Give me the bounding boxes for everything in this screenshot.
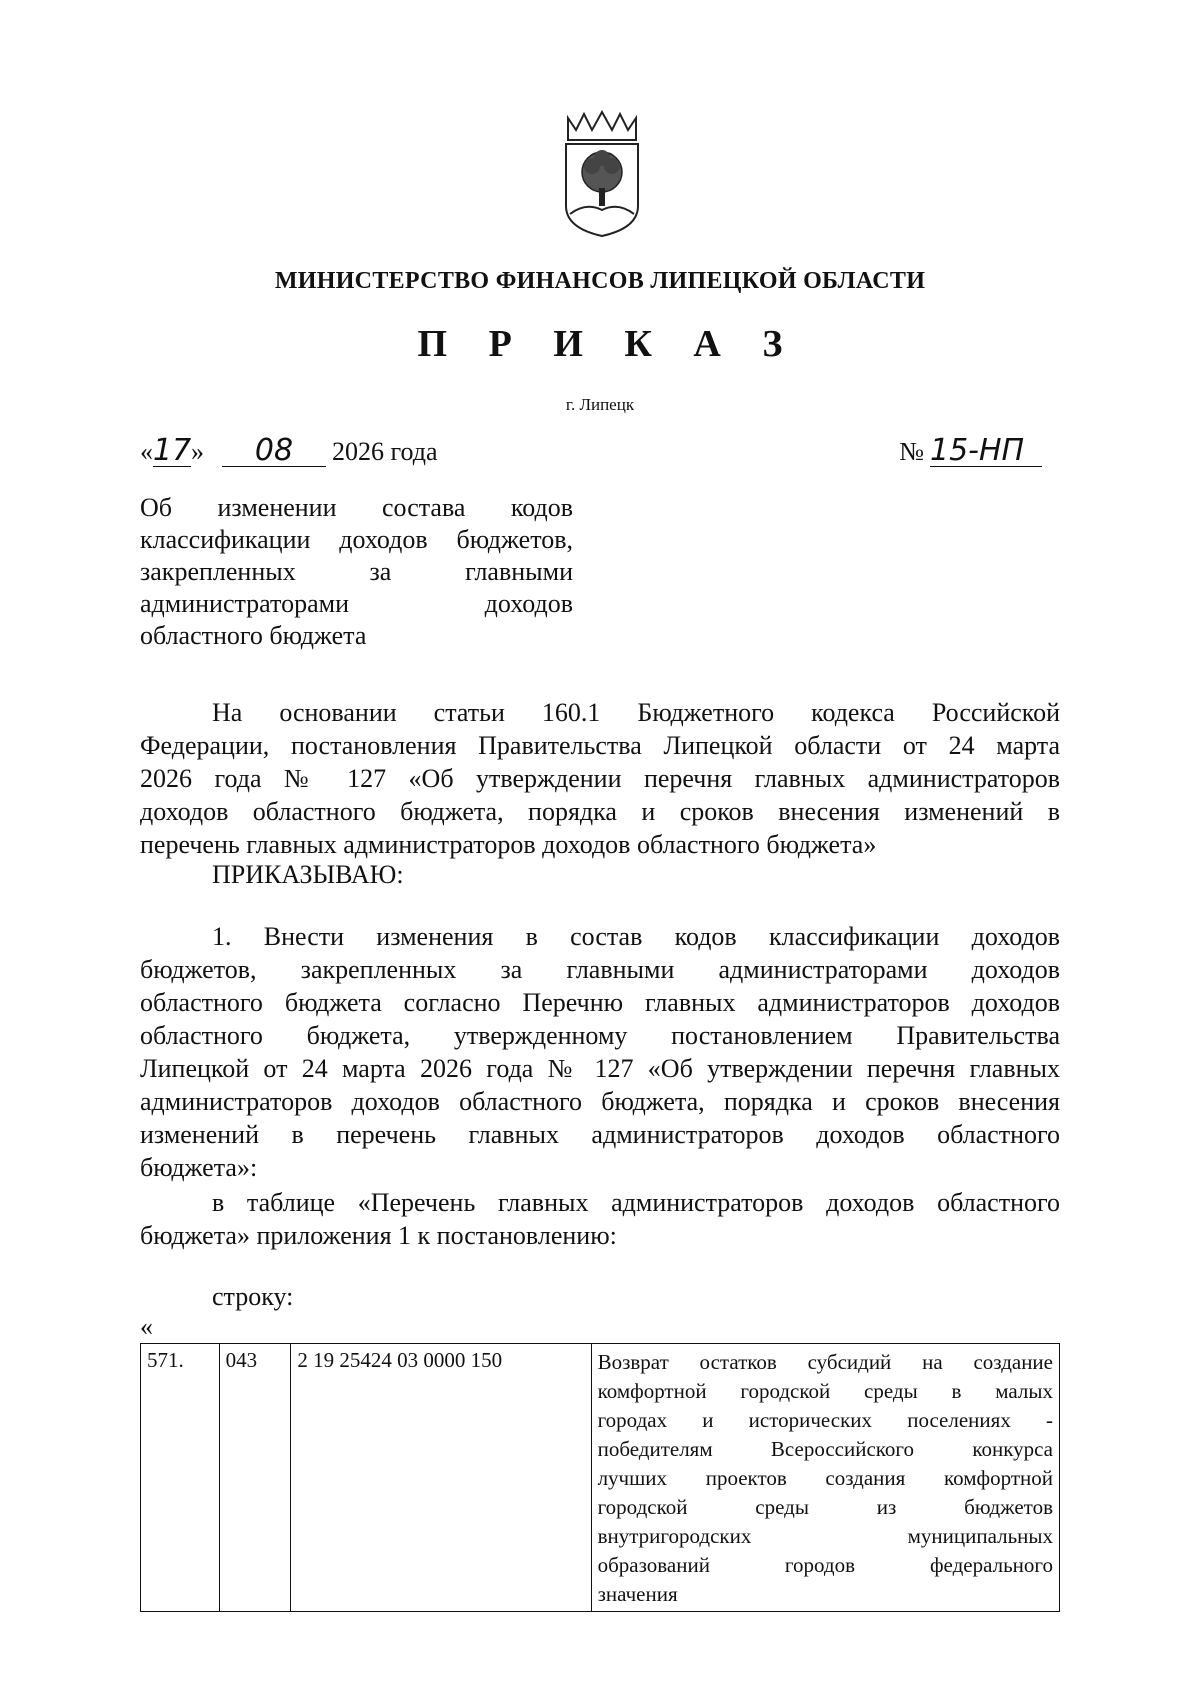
order-word: ПРИКАЗЫВАЮ: [212, 860, 404, 889]
date-close-quote: » [191, 437, 204, 466]
city-line: г. Липецк [565, 395, 635, 414]
description-line: лучших проектов создания комфортной [597, 1466, 1053, 1490]
table-reference-paragraph [140, 1186, 1060, 1252]
coat-of-arms-icon [560, 110, 644, 240]
item-1-line: областного бюджета согласно Перечню главных администраторов доходов [140, 988, 1060, 1017]
item-1-line: Липецкой от 24 марта 2026 года № 127 «Об утверждении перечня главных [140, 1054, 1060, 1083]
description-cell [591, 1344, 1059, 1612]
date-year: 2026 года [332, 437, 438, 466]
description-line: Возврат остатков субсидий на создание [597, 1350, 1053, 1374]
preamble-paragraph [140, 696, 1060, 861]
item-1-line: администраторов доходов областного бюджета, порядка и сроков внесения [140, 1087, 1060, 1116]
item-1-line: бюджета»: [140, 1153, 258, 1182]
item-1-line: 1. Внести изменения в состав кодов классификации доходов [212, 922, 1060, 951]
description-line: победителям Всероссийского конкурса [597, 1437, 1053, 1461]
subject-line: областного бюджета [140, 621, 367, 650]
description-line: городах и исторических поселениях - [597, 1408, 1053, 1432]
subject-line: Об изменении состава кодов [140, 493, 573, 522]
preamble-line: Федерации, постановления Правительства Липецкой области от 24 марта [140, 731, 1060, 760]
row-number-cell: 571. [141, 1344, 220, 1612]
subject-line: администраторами доходов [140, 589, 573, 618]
quote-open-mark: « [140, 1312, 153, 1341]
description-line: значения [597, 1582, 678, 1606]
document-date [140, 433, 438, 468]
number-handwritten: 15-НП [930, 436, 1042, 467]
description-line: образований городов федерального [597, 1553, 1053, 1577]
document-number [899, 433, 1042, 468]
preamble-line: перечень главных администраторов доходов областного бюджета» [140, 830, 877, 859]
description-line: городской среды из бюджетов [597, 1495, 1053, 1519]
document-type-title: П Р И К А З [417, 323, 799, 365]
table-reference-line: бюджета» приложения 1 к постановлению: [140, 1221, 617, 1250]
coat-of-arms-emblem [560, 110, 644, 240]
description-line: комфортной городской среды в малых [597, 1379, 1053, 1403]
table-row [141, 1344, 1060, 1612]
ministry-name: МИНИСТЕРСТВО ФИНАНСОВ ЛИПЕЦКОЙ ОБЛАСТИ [274, 268, 926, 294]
item-1-line: областного бюджета, утвержденному постановлением Правительства [140, 1021, 1060, 1050]
admin-code-cell: 043 [219, 1344, 291, 1612]
date-day-handwritten: 17 [153, 433, 192, 468]
date-month-handwritten: 08 [222, 436, 326, 467]
preamble-line: доходов областного бюджета, порядка и сроков внесения изменений в [140, 797, 1060, 826]
date-open-quote: « [140, 437, 153, 466]
number-prefix: № [899, 437, 924, 466]
row-intro: строку: [212, 1282, 294, 1311]
description-line: внутригородских муниципальных [597, 1524, 1053, 1548]
preamble-line: 2026 года № 127 «Об утверждении перечня главных администраторов [140, 764, 1060, 793]
income-code-cell: 2 19 25424 03 0000 150 [291, 1344, 591, 1612]
subject-line: классификации доходов бюджетов, [140, 525, 573, 554]
item-1-line: бюджетов, закрепленных за главными администраторами доходов [140, 955, 1060, 984]
subject-line: закрепленных за главными [140, 557, 573, 586]
preamble-line: На основании статьи 160.1 Бюджетного кодекса Российской [212, 698, 1060, 727]
document-subject [140, 492, 573, 652]
item-1-paragraph [140, 920, 1060, 1184]
item-1-line: изменений в перечень главных администраторов доходов областного [140, 1120, 1060, 1149]
amended-row-table [140, 1343, 1060, 1612]
table-reference-line: в таблице «Перечень главных администраторов доходов областного [212, 1188, 1060, 1217]
